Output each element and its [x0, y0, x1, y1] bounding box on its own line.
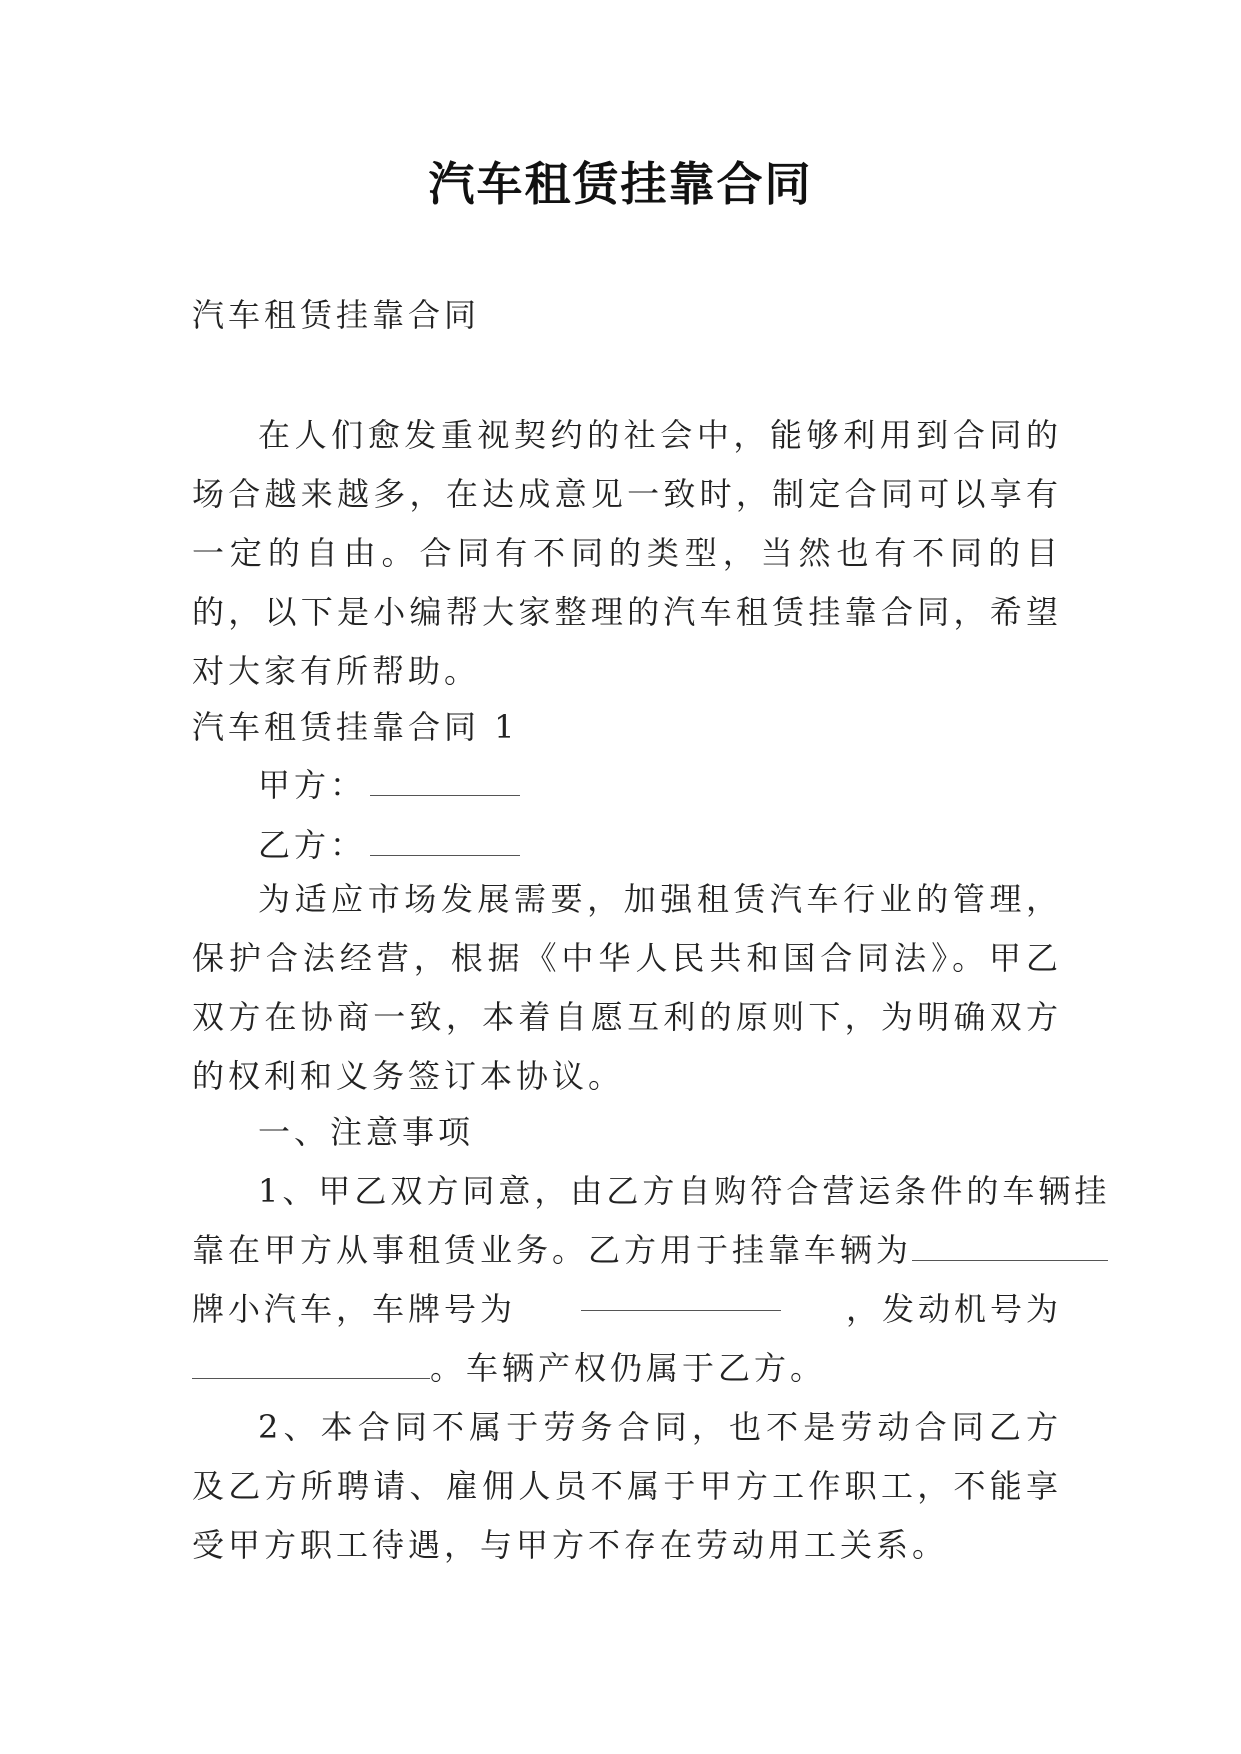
contract-heading: 汽车租赁挂靠合同 1	[192, 708, 519, 746]
clause-1-line-3	[192, 1280, 1062, 1339]
party-b-blank	[370, 827, 520, 856]
party-a-label: 甲方：	[258, 766, 367, 804]
party-a-field	[258, 760, 520, 810]
clause-2-paragraph: 2、本合同不属于劳务合同，也不是劳动合同乙方及乙方所聘请、雇佣人员不属于甲方工作职工，不能享受甲方职工待遇，与甲方不存在劳动用工关系。	[192, 1408, 1062, 1564]
plate-label: 牌小汽车，车牌号为	[192, 1290, 517, 1328]
intro-paragraph: 在人们愈发重视契约的社会中，能够利用到合同的场合越来越多，在达成意见一致时，制定合同可以享有一定的自由。合同有不同的类型，当然也有不同的目的，以下是小编帮大家整理的汽车租赁挂靠合同，希望对大家有所帮助。	[192, 416, 1062, 690]
preamble-paragraph: 为适应市场发展需要，加强租赁汽车行业的管理，保护合法经营，根据《中华人民共和国合同法》。甲乙双方在协商一致，本着自愿互利的原则下，为明确双方的权利和义务签订本协议。	[192, 880, 1062, 1095]
clause-1-vehicle-text: 靠在甲方从事租赁业务。乙方用于挂靠车辆为	[192, 1231, 913, 1269]
party-a-blank	[370, 767, 520, 796]
ownership-text: 。车辆产权仍属于乙方。	[430, 1349, 827, 1387]
clause-1-line-2	[192, 1221, 1062, 1280]
document-title: 汽车租赁挂靠合同	[428, 157, 813, 211]
clause-1-line-1: 1、甲乙双方同意，由乙方自购符合营运条件的车辆挂	[258, 1172, 1111, 1210]
clause-1-line-4	[192, 1339, 1062, 1398]
engine-number-blank	[192, 1348, 430, 1379]
section-heading-notices: 一、注意事项	[258, 1113, 475, 1151]
vehicle-brand-blank	[912, 1230, 1108, 1261]
engine-label: ，发动机号为	[845, 1290, 1062, 1328]
plate-number-blank	[581, 1280, 781, 1311]
document-subtitle: 汽车租赁挂靠合同	[192, 296, 481, 334]
party-b-field	[258, 820, 520, 870]
party-b-label: 乙方：	[258, 826, 367, 864]
